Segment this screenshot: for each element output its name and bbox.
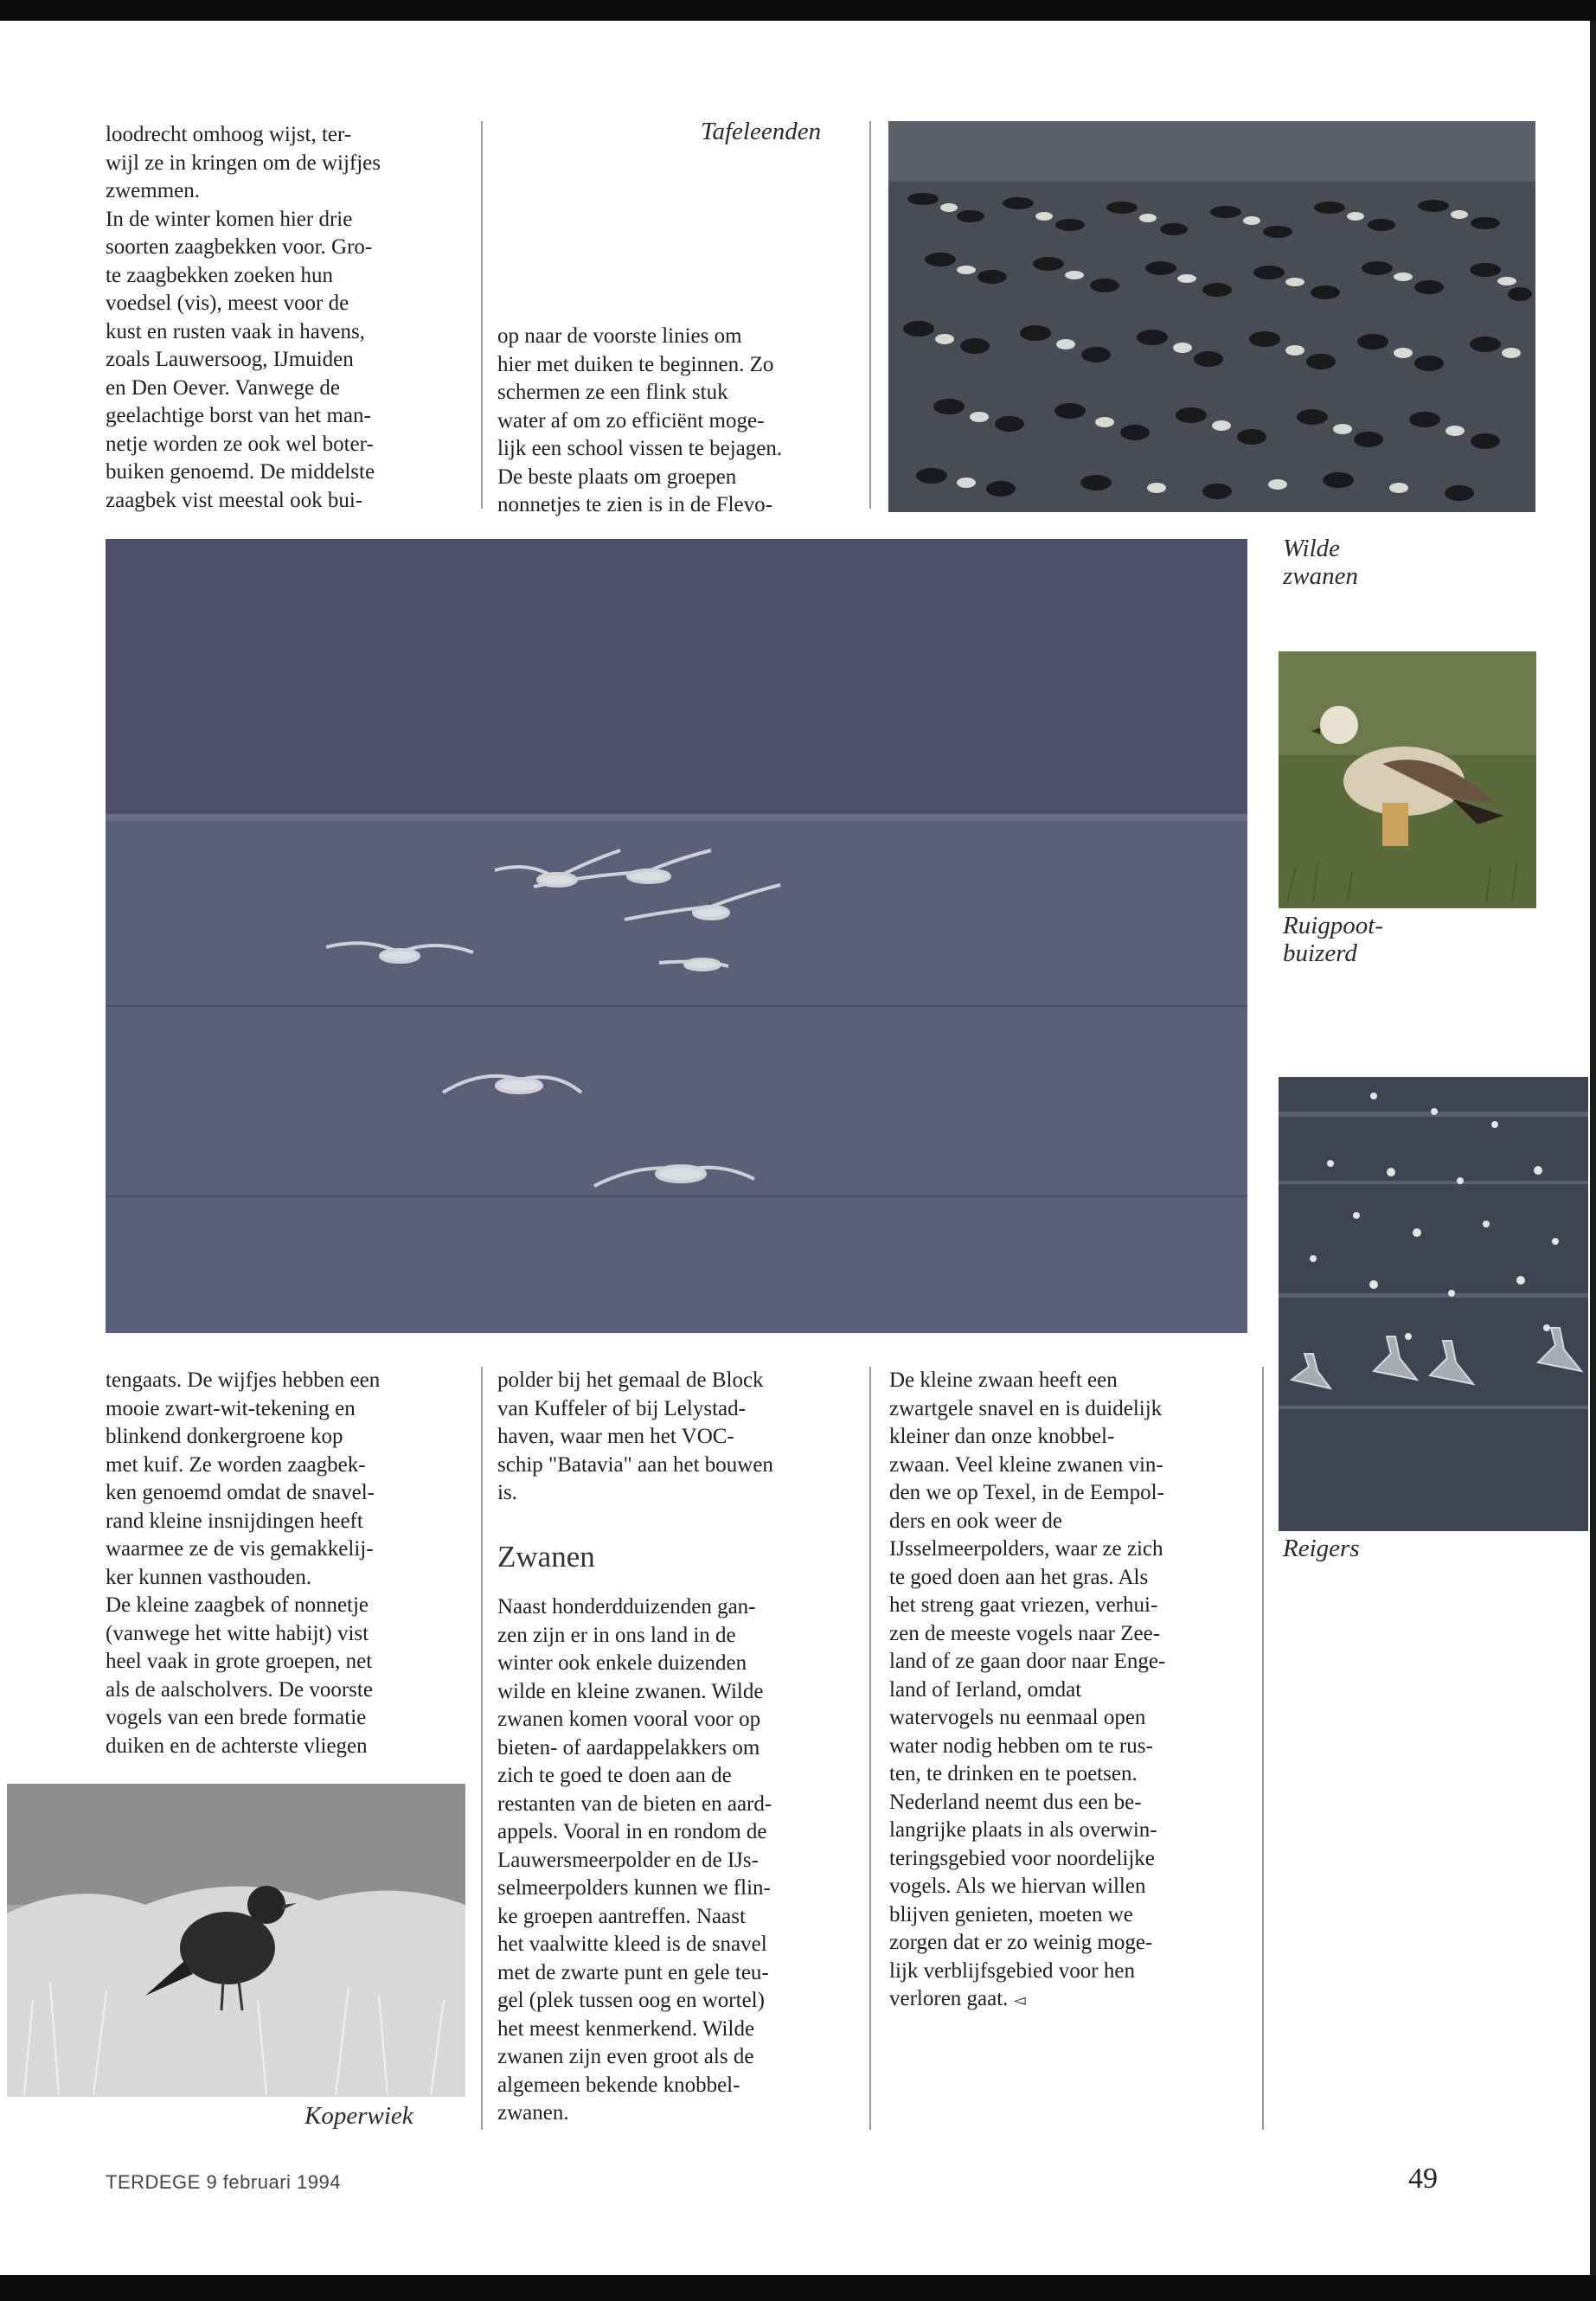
column-rule (1262, 1367, 1264, 2130)
column-rule (481, 121, 483, 509)
text-column-top-middle: op naar de voorste linies om hier met duiken te beginnen. Zo schermen ze een flink stuk water af om zo efficiënt moge- lijk een school vissen te bejagen. De beste plaats om groepen nonnetjes te zien is in de Flevo- (497, 324, 783, 516)
section-heading-zwanen: Zwanen (497, 1540, 595, 1574)
caption-reigers: Reigers (1283, 1535, 1360, 1562)
caption-tafeleenden: Tafeleenden (701, 118, 822, 145)
text-column-top-left: loodrecht omhoog wijst, ter- wijl ze in kringen om de wijfjes zwemmen. In de winter komen hier drie soorten zaagbekken voor. Gro- te zaagbekken zoeken hun voedsel (vis), meest voor de kust en rusten vaak in havens, zoals Lauwersoog, IJmuiden en Den Oever. Vanwege de geelachtige borst van het man- netje worden ze ook wel boter- buiken genoemd. De middelste zaagbek vist meestal ook bui- (106, 123, 381, 512)
text-column-bottom-right (889, 1367, 1253, 2015)
bottom-right-body: De kleine zwaan heeft een zwartgele snavel en is duidelijk kleiner dan onze knobbel- zwaan. Veel kleine zwanen vin- den we op Texel, in de Eempol- ders en ook weer de IJsselmeerpolders, waar ze zich te goed doen aan het gras. Als het streng gaat vriezen, verhui- zen de meeste vogels naar Zee- land of ze gaan door naar Enge- land of Ierland, omdat watervogels nu eenmaal open water nodig hebben om te rus- ten, te drinken en te poetsen. Nederland neemt dus een be- langrijke plaats in als overwin- teringsgebied voor noordelijke vogels. Als we hiervan willen blijven genieten, moeten we zorgen dat er zo weinig moge- lijk verblijfsgebied voor hen verloren gaat. (889, 1368, 1166, 2010)
column-rule (869, 1367, 871, 2130)
ducks-illustration (888, 121, 1535, 512)
column-rule (869, 121, 871, 509)
redwing-illustration (7, 1784, 465, 2097)
photo-koperwiek (7, 1784, 465, 2097)
caption-wilde-zwanen: Wilde zwanen (1283, 535, 1358, 590)
photo-tafeleenden (888, 121, 1535, 512)
herons-illustration (1279, 1077, 1588, 1531)
page-top-border (0, 0, 1596, 21)
swans-illustration (106, 539, 1247, 1333)
page-bottom-border (0, 2275, 1596, 2301)
text-column-bottom-middle-top: polder bij het gemaal de Block van Kuffeler of bij Lelystad- haven, waar men het VOC- schip "Batavia" aan het bouwen is. (497, 1368, 773, 1504)
column-rule (481, 1367, 483, 2130)
end-mark-icon: ◅ (1013, 1991, 1026, 2009)
text-column-bottom-middle-body: Naast honderdduizenden gan- zen zijn er in ons land in de winter ook enkele duizenden wilde en kleine zwanen. Wilde zwanen komen vooral voor op bieten- of aardappelakkers om zich te goed te doen aan de restanten van de bieten en aard- appels. Vooral in en rondom de Lauwersmeerpolder en de IJs- selmeerpolders kunnen we flin- ke groepen aantreffen. Naast het vaalwitte kleed is de snavel met de zwarte punt en gele teu- gel (plek tussen oog en wortel) het meest kenmerkend. Wilde zwanen zijn even groot als de algemeen bekende knobbel- zwanen. (497, 1595, 772, 2125)
text-column-bottom-left: tengaats. De wijfjes hebben een mooie zwart-wit-tekening en blinkend donkergroene kop met kuif. Ze worden zaagbek- ken genoemd omdat de snavel- rand kleine insnijdingen heeft waarmee ze de vis gemakkelij- ker kunnen vasthouden. De kleine zaagbek of nonnetje (vanwege het witte habijt) vist heel vaak in grote groepen, net als de aalscholvers. De voorste vogels van een brede formatie duiken en de achterste vliegen (106, 1368, 381, 1758)
caption-ruigpootbuizerd: Ruigpoot- buizerd (1283, 912, 1383, 967)
buzzard-illustration (1279, 651, 1536, 908)
photo-wilde-zwanen (106, 539, 1247, 1333)
page-number: 49 (1408, 2163, 1438, 2195)
caption-koperwiek: Koperwiek (304, 2102, 413, 2130)
footer-publication: TERDEGE 9 februari 1994 (106, 2171, 341, 2193)
photo-ruigpootbuizerd (1279, 651, 1536, 908)
page-right-border (1590, 21, 1596, 2275)
photo-reigers (1279, 1077, 1588, 1531)
